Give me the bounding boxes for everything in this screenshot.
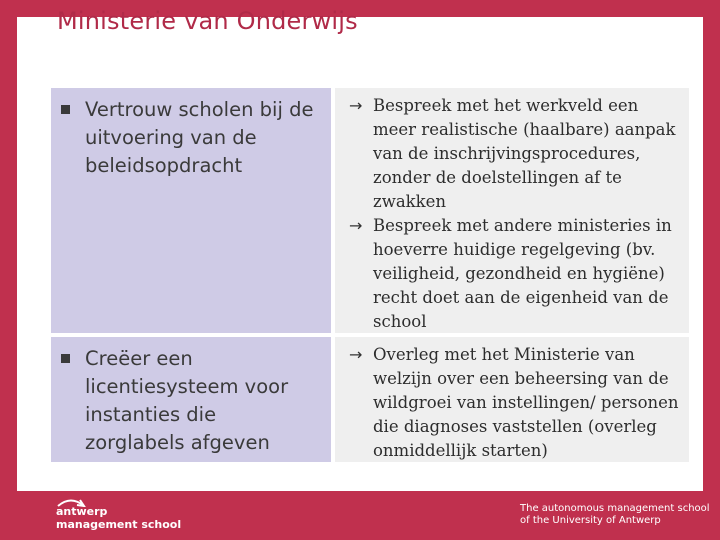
list-item bbox=[349, 214, 679, 334]
logo-line1: antwerp bbox=[56, 505, 108, 518]
left-cell bbox=[51, 88, 331, 333]
right-cell-text: Bespreek met andere ministeries in hoeverre huidige regelgeving (bv. veiligheid, gezondheid en hygiëne) recht doet aan de eigenheid van de school bbox=[373, 216, 672, 331]
tagline-line2: of the University of Antwerp bbox=[520, 515, 661, 526]
right-cell bbox=[335, 337, 689, 462]
list-item bbox=[349, 94, 679, 214]
footer bbox=[0, 491, 720, 540]
slide-title: Ministerie van Onderwijs bbox=[57, 7, 358, 35]
list-item bbox=[349, 343, 679, 463]
slide-canvas bbox=[17, 7, 703, 491]
list-item bbox=[61, 96, 321, 180]
tagline-line1: The autonomous management school bbox=[520, 503, 710, 514]
tagline bbox=[520, 503, 710, 527]
table-row bbox=[51, 88, 689, 333]
list-item bbox=[61, 345, 321, 457]
logo-line2: management school bbox=[56, 518, 182, 531]
right-cell bbox=[335, 88, 689, 333]
left-cell-text: Creëer een licentiesysteem voor instanties die zorglabels afgeven bbox=[85, 347, 289, 454]
table-row bbox=[51, 337, 689, 462]
right-cell-text: Overleg met het Ministerie van welzijn over een beheersing van de wildgroei van instellingen/ personen die diagnoses vaststellen (overleg onmiddellijk starten) bbox=[373, 345, 679, 460]
right-cell-text: Bespreek met het werkveld een meer realistische (haalbare) aanpak van de inschrijvingsprocedures, zonder de doelstellingen af te zwakken bbox=[373, 96, 676, 211]
right-arrow-icon: → bbox=[349, 96, 363, 115]
square-bullet-icon bbox=[61, 354, 70, 363]
square-bullet-icon bbox=[61, 105, 70, 114]
left-cell bbox=[51, 337, 331, 462]
right-arrow-icon: → bbox=[349, 345, 363, 364]
left-cell-text: Vertrouw scholen bij de uitvoering van de beleidsopdracht bbox=[85, 98, 314, 177]
right-arrow-icon: → bbox=[349, 216, 363, 235]
